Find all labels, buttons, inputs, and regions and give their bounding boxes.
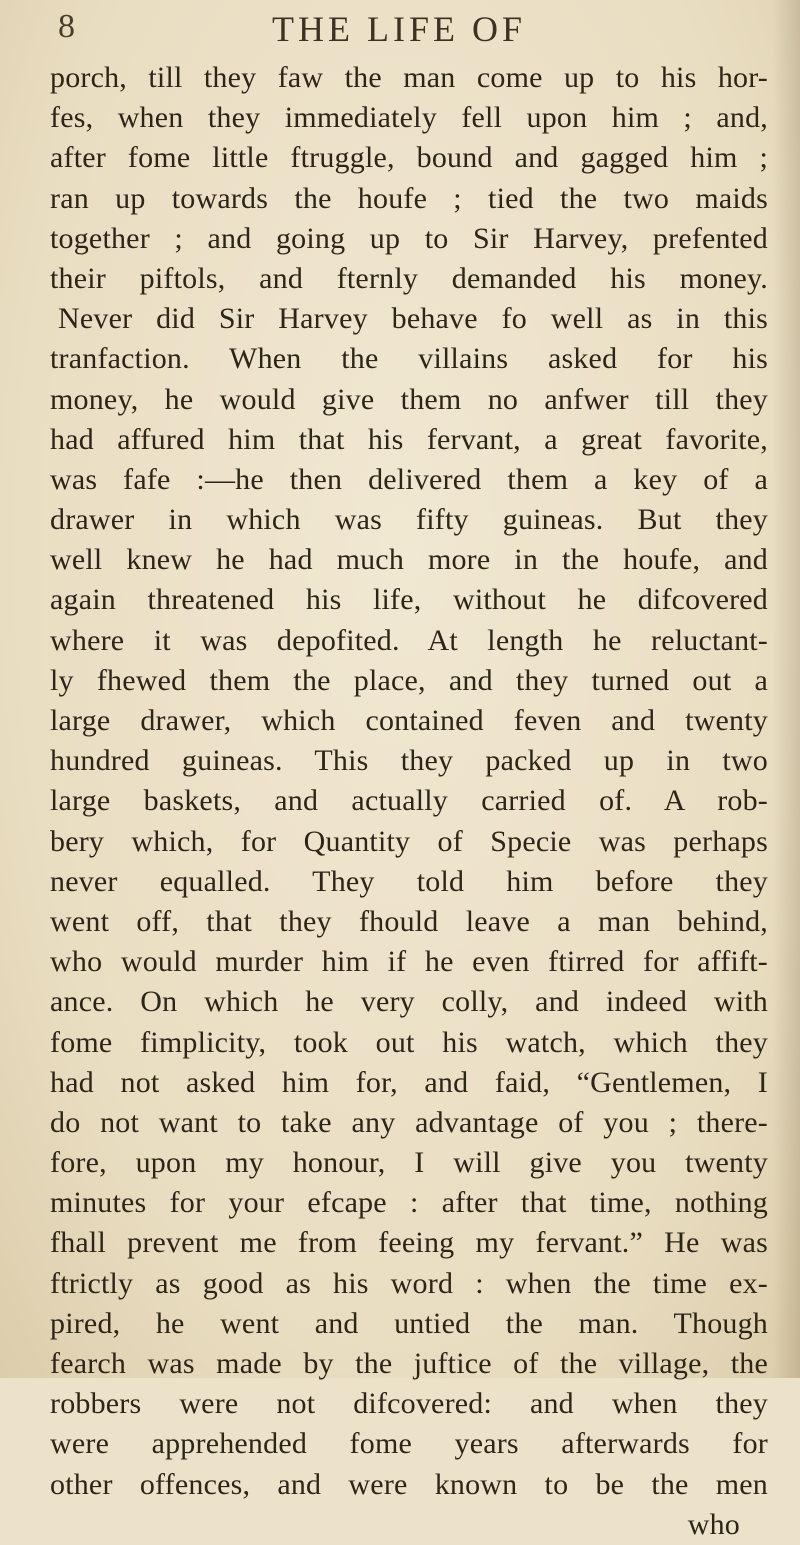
text-line: hundred guineas. This they packed up in two xyxy=(50,744,768,778)
text-line: large baskets, and actually carried of. A rob- xyxy=(50,784,768,818)
text-line: money, he would give them no anfwer till they xyxy=(50,382,768,416)
text-line: ftrictly as good as his word : when the time ex- xyxy=(50,1266,768,1300)
text-line: was fafe :—he then delivered them a key of a xyxy=(50,462,768,496)
catchword: who xyxy=(687,1507,740,1541)
text-line: fearch was made by the juftice of the village, the xyxy=(50,1347,768,1380)
text-line: fes, when they immediately fell upon him ; and, xyxy=(50,101,768,135)
text-line: had affured him that his fervant, a great favorite, xyxy=(50,422,768,456)
text-line: minutes for your efcape : after that time, nothing xyxy=(50,1186,768,1220)
text-line: ran up towards the houfe ; tied the two maids xyxy=(50,181,768,215)
text-line: bery which, for Quantity of Specie was perhaps xyxy=(50,824,768,858)
text-line: ly fhewed them the place, and they turned out a xyxy=(50,663,768,697)
page-edge-shadow xyxy=(772,0,800,1378)
page-header xyxy=(58,6,758,54)
page-number: 8 xyxy=(58,8,76,45)
text-line: porch, till they faw the man come up to his hor- xyxy=(50,61,768,94)
text-line: together ; and going up to Sir Harvey, prefented xyxy=(50,221,768,255)
text-line: never equalled. They told him before they xyxy=(50,864,768,898)
text-line: who would murder him if he even ftirred for affift- xyxy=(50,945,768,979)
body-text xyxy=(50,58,768,1545)
text-line: fhall prevent me from feeing my fervant.” He was xyxy=(50,1226,768,1260)
text-line: drawer in which was fifty guineas. But they xyxy=(50,503,768,537)
running-head: THE LIFE OF xyxy=(272,9,526,49)
text-line: their piftols, and fternly demanded his money. xyxy=(50,261,768,295)
text-line: Never did Sir Harvey behave fo well as in this xyxy=(58,302,768,336)
text-line: went off, that they fhould leave a man behind, xyxy=(50,904,768,938)
text-line: well knew he had much more in the houfe, and xyxy=(50,543,768,577)
text-line: large drawer, which contained feven and twenty xyxy=(50,704,768,737)
text-line: pired, he went and untied the man. Though xyxy=(50,1306,768,1340)
text-line: fore, upon my honour, I will give you twenty xyxy=(50,1146,768,1180)
text-line: where it was depofited. At length he reluctant- xyxy=(50,623,768,657)
text-line: ance. On which he very colly, and indeed with xyxy=(50,985,768,1019)
text-line: were apprehended fome years afterwards for xyxy=(50,1427,768,1461)
text-line: fome fimplicity, took out his watch, which they xyxy=(50,1025,768,1059)
text-line: after fome little ftruggle, bound and gagged him ; xyxy=(50,141,768,175)
text-line: other offences, and were known to be the men xyxy=(50,1467,768,1501)
text-line: robbers were not difcovered: and when they xyxy=(50,1387,768,1421)
text-line: do not want to take any advantage of you ; there- xyxy=(50,1105,768,1139)
text-line: had not asked him for, and faid, “Gentlemen, I xyxy=(50,1065,768,1099)
text-line: tranfaction. When the villains asked for his xyxy=(50,342,768,376)
text-line: again threatened his life, without he difcovered xyxy=(50,583,768,617)
